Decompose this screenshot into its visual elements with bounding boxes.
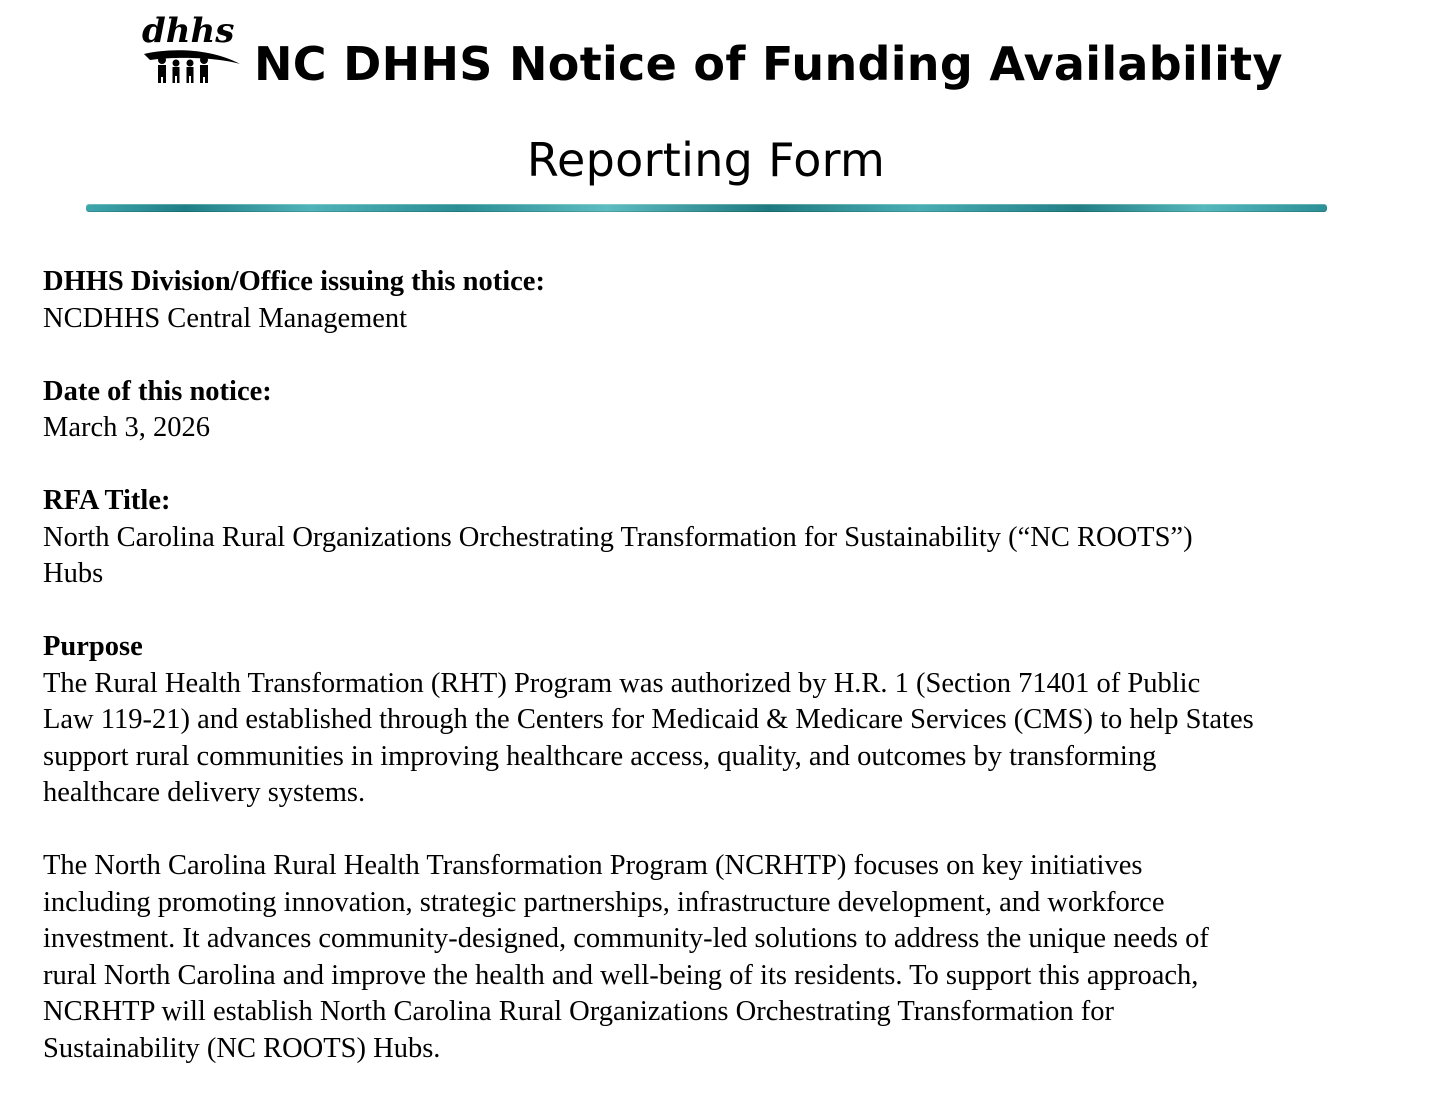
paragraph-line: Sustainability (NC ROOTS) Hubs. bbox=[43, 1032, 441, 1064]
rfa-title-section bbox=[43, 483, 1413, 593]
paragraph-line: NCRHTP will establish North Carolina Rural Organizations Orchestrating Transformation for bbox=[43, 996, 1114, 1027]
purpose-section bbox=[43, 629, 1413, 1067]
rfa-title-label: RFA Title: bbox=[43, 485, 171, 516]
purpose-paragraph-2 bbox=[43, 848, 1413, 1067]
division-label: DHHS Division/Office issuing this notice: bbox=[43, 266, 545, 297]
purpose-paragraph-1 bbox=[43, 666, 1413, 812]
paragraph-line: investment. It advances community-designed, community-led solutions to address the unique needs of bbox=[43, 923, 1209, 954]
division-section bbox=[43, 264, 1413, 337]
date-value: March 3, 2026 bbox=[43, 412, 211, 443]
paragraph-line: rural North Carolina and improve the health and well-being of its residents. To support this approach, bbox=[43, 959, 1199, 991]
logo-wordmark: dhhs bbox=[142, 11, 235, 51]
page-subtitle: Reporting Form bbox=[526, 133, 886, 187]
paragraph-line: The Rural Health Transformation (RHT) Program was authorized by H.R. 1 (Section 71401 of Public bbox=[43, 667, 1201, 699]
document-header bbox=[0, 0, 1440, 220]
division-value: NCDHHS Central Management bbox=[43, 302, 408, 334]
purpose-heading: Purpose bbox=[43, 631, 143, 662]
paragraph-line: healthcare delivery systems. bbox=[43, 777, 366, 808]
paragraph-line: including promoting innovation, strategic partnerships, infrastructure development, and workforce bbox=[43, 886, 1165, 918]
paragraph-line: support rural communities in improving healthcare access, quality, and outcomes by transforming bbox=[43, 740, 1157, 772]
rfa-title-line: North Carolina Rural Organizations Orchestrating Transformation for Sustainability (“NC ROOTS”) bbox=[43, 521, 1193, 553]
header-divider bbox=[86, 204, 1327, 212]
page-title: NC DHHS Notice of Funding Availability bbox=[254, 37, 1283, 91]
paragraph-line: The North Carolina Rural Health Transformation Program (NCRHTP) focuses on key initiatives bbox=[43, 850, 1143, 881]
date-label: Date of this notice: bbox=[43, 375, 272, 407]
document-body bbox=[43, 264, 1413, 1104]
dhhs-logo bbox=[140, 8, 244, 84]
dhhs-logo-graphic bbox=[140, 8, 244, 84]
date-section bbox=[43, 374, 1413, 447]
logo-family-figures bbox=[158, 56, 208, 83]
paragraph-line: Law 119-21) and established through the Centers for Medicaid & Medicare Services (CMS) to help States bbox=[43, 704, 1254, 735]
rfa-title-line: Hubs bbox=[43, 558, 104, 589]
